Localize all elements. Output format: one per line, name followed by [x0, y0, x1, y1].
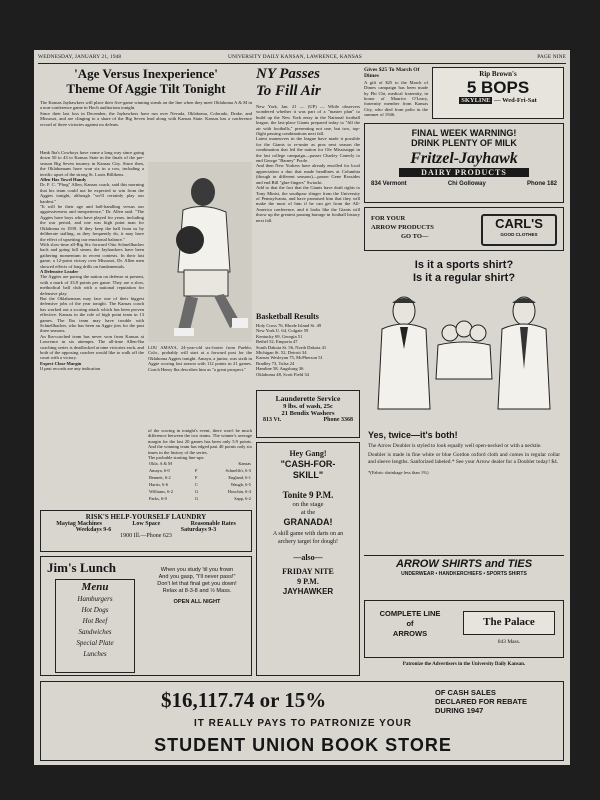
aggie-para: Dr. F. C. "Phog" Allen, Kansas coach, said this morning that his team could not be expected to win from the Aggies tonight, although "we'll certainly play our hardest." — [40, 182, 144, 204]
patronize-note: Patronize the Advertisers in the University Daily Kansan. — [402, 662, 526, 667]
launderette-ad — [256, 390, 360, 438]
cash-line: SKILL" — [292, 470, 324, 481]
march-of-dimes — [364, 67, 428, 118]
aggie-para: An Iba-coached team has never won from Kansas at Lawrence in six attempts. The all-time Allen-Iba coaching series is deadlocked at nine victories each, and both of the opposing coaches would like to walk off the court with a victory. — [40, 333, 144, 361]
lineup-cell: F — [195, 468, 198, 474]
cash-line: Hey Gang! — [289, 449, 327, 458]
jims-menu-item: Lunches — [83, 650, 107, 658]
lineup-cell: Schnelib'r, 6-3 — [225, 468, 251, 474]
carls-line: FOR YOUR — [371, 215, 406, 222]
lineup-cell: F — [195, 475, 198, 481]
aggie-column-2 — [148, 428, 252, 508]
lineup-header — [194, 460, 203, 467]
fritzel-phone: Phone 182 — [526, 181, 557, 187]
risks-text: Low Space — [132, 521, 161, 527]
masthead-paper: UNIVERSITY DAILY KANSAN, LAWRENCE, KANSAS — [228, 54, 362, 60]
aggie-subhead: Allen Has Towel Handy — [40, 177, 87, 183]
bops-line: Rip Brown's — [479, 70, 517, 78]
ny-headline — [256, 66, 360, 100]
arrow-question: Is it a sports shirt? — [414, 259, 514, 271]
risks-address: 1900 Ill.—Phone 623 — [120, 533, 172, 539]
rebate-amount: $16,117.74 or 15% — [161, 688, 327, 712]
masthead-rule — [38, 63, 566, 64]
lineup-cell: Houchin, 6-4 — [227, 489, 251, 495]
photo-caption — [148, 345, 252, 425]
photo-caption-text: LOU AMAYA, 24-year-old six-footer from Pueblo, Colo., probably will start at a forward post for the Oklahoma Aggies tonight. Amaya, a junior, was sixth in Aggie scoring last season with 112 points in 21 games. Coach Henry Iba describes him as "a great prospect." — [148, 345, 252, 372]
arrow-copy — [368, 425, 560, 475]
arrow-shirts-ad — [364, 255, 564, 597]
rebate-line: OF CASH SALES — [435, 688, 496, 697]
jims-rhyme — [147, 567, 247, 606]
palace-address: 843 Mass. — [497, 639, 521, 645]
dimes-text: A gift of $25 to the March of Dimes campaign has been made by Phi Chi, medical fraternity, in honor of Maurice O'Leary, fraternity member from Kansas City, who died from polio in the summer of 1946. — [364, 79, 428, 118]
cash-line: FRIDAY NITE — [282, 567, 334, 577]
lineup-cell: Parks, 6-0 — [149, 496, 167, 502]
lineup-cell: Bennett, 6-2 — [149, 475, 171, 481]
fritzel-line: FINAL WEEK WARNING! — [411, 128, 517, 138]
basketball-result: New York U. 64, Colgate 59 — [256, 328, 309, 334]
bops-headline: 5 BOPS — [466, 78, 530, 97]
jims-menu — [55, 579, 135, 673]
palace-brand: The Palace — [483, 616, 535, 628]
cash-line: on the stage — [292, 500, 324, 508]
launderette-phone: Phone 3368 — [323, 417, 353, 423]
patronize-line: IT REALLY PAYS TO PATRONIZE YOUR — [194, 718, 412, 729]
lineup-cell: G — [195, 496, 199, 502]
launderette-address: 813 Vt. — [263, 417, 282, 423]
cash-line: GRANADA! — [283, 517, 333, 527]
bops-venue: SKYLINE — [461, 97, 491, 104]
launderette-footer — [257, 417, 359, 423]
lineup-cell: Amaya, 6-0 — [149, 468, 170, 474]
risks-title: RISK'S HELP-YOURSELF LAUNDRY — [85, 513, 207, 521]
fritzel-dairy-ad — [364, 123, 564, 203]
lineup-cell: C — [195, 482, 198, 488]
cash-for-skill-ad — [256, 442, 360, 676]
risks-text: Reasonable Rates — [190, 521, 236, 527]
aggie-para: But the Oklahomans may face one of their biggest defensive jobs of the year tonight. The Kansas coach has worked out a scoring attack which has been proven effective. Kansas in the role of high point team in 13 games. The Iba team may have trouble with Schnellbacher, who has been an Aggie jinx for the past three seasons. — [40, 295, 144, 334]
jims-menu-item: Sandwiches — [78, 628, 112, 636]
aggie-headline — [40, 66, 252, 96]
basketball-result: Bradley 73, Tulsa 24 — [256, 360, 295, 366]
fritzel-name: Chi Golloway — [447, 181, 486, 187]
basketball-result: Bethel 52, Emporia 47 — [256, 339, 298, 345]
launderette-title: Launderette Service — [275, 394, 341, 403]
player-photo-image — [148, 162, 252, 342]
basketball-results-title: Basketball Results — [256, 312, 319, 321]
rebate-line: DECLARED FOR REBATE — [435, 697, 527, 706]
student-union-bookstore-ad — [40, 681, 564, 761]
carls-sub: GOOD CLOTHES — [500, 232, 538, 237]
aggie-subhead: A Defensive Leader — [40, 268, 79, 274]
jims-open-all-night: OPEN ALL NIGHT — [173, 599, 221, 605]
palace-text — [369, 609, 451, 639]
risks-text: Weekdays 9-6 — [75, 527, 112, 533]
aggie-para: "It will be their age and ball-handling versus our aggressiveness and inexperience," Dr. Allen said. "The Aggies have boys who have played for years, including the war period, and one was high point man for Oklahoma in 1939. If they keep the ball from us by deliberate stalling, as they frequently do, it may have the effect of upsetting our emotional balance." — [40, 204, 144, 242]
jims-rhyme-line: When you study 'til you frown — [160, 567, 234, 573]
risks-laundry-ad — [40, 510, 252, 552]
palace-line: COMPLETE LINE — [379, 609, 441, 618]
cash-line: at the — [300, 508, 316, 516]
lineup-header-row — [148, 460, 252, 467]
aggie-column-1 — [40, 150, 144, 505]
masthead-page: PAGE NINE — [537, 54, 566, 60]
ny-para: Add to that the fact that the Giants have draft rights to Tony Minisi, the southpaw slinger from the University of Pennsylvania, and have promised him that they will make the most of him if he can get from the All-America conference, and it looks like the Giants will throw up the greatest passing barrage in football history next fall. — [256, 185, 360, 223]
risks-line-a — [41, 521, 251, 527]
lineup-header: Kansas — [238, 461, 251, 467]
jims-rhyme-line: And you gasp, "I'll never pass!" — [158, 574, 236, 580]
jims-title: Jim's Lunch — [47, 560, 116, 575]
lineup-cell: Williams, 6-2 — [149, 489, 173, 495]
aggie-subhead: Expect Close Margin — [40, 360, 82, 366]
lineup-row — [148, 488, 252, 495]
jims-menu-item: Hot Beef — [82, 617, 108, 625]
five-bops-ad — [432, 67, 564, 119]
launderette-line: 9 lbs. of wash, 25c — [283, 403, 333, 410]
lineup-cell: Waugh, 6-5 — [230, 482, 251, 488]
cash-line: JAYHAWKER — [282, 587, 334, 597]
dimes-title: Gives $25 To March Of Dimes — [364, 67, 420, 80]
lineup-cell: Sapp, 6-2 — [234, 496, 251, 502]
fritzel-line: DRINK PLENTY OF MILK — [411, 138, 517, 148]
launderette-line: 21 Bendix Washers — [281, 410, 335, 417]
carls-line: GO TO— — [401, 233, 429, 240]
arrow-banner: ARROW SHIRTS and TIES — [364, 555, 564, 570]
jims-lunch-ad — [40, 556, 252, 676]
masthead-date: WEDNESDAY, JANUARY 21, 1948 — [38, 54, 122, 60]
rebate-line: DURING 1947 — [435, 706, 484, 715]
fritzel-logo: Fritzel-Jayhawk — [410, 150, 518, 167]
palace-line: ARROWS — [392, 629, 428, 638]
basketball-result: Kentucky 69, Georgia 51 — [256, 333, 303, 339]
aggie-para: Since their last loss in December, the Jayhawkers have run over Nevada, Oklahoma, Colorado, Drake, and Missouri, and are clinging to a share of the Big Seven lead along with Kansas State. Kansas has a conference record of three victories against no defeats. — [40, 110, 252, 127]
lineup-cell: Harris, 6-6 — [149, 482, 169, 488]
lineup-cell: England, 6-1 — [228, 475, 251, 481]
lineup-table — [148, 460, 252, 502]
arrow-answer: Yes, twice—it's both! — [368, 430, 458, 440]
aggie-headline-line2: Theme Of Aggie Tilt Tonight — [66, 81, 226, 96]
aggie-para: With slow-time all-Big Six forward Otto Schnellbacher back and going full steam, the Jayhawkers have been gathering momentum in recent contests. In their last game, a 12-point victory over Missouri, Dr. Allen men showed effects of long drills on fundamentals. — [40, 241, 144, 269]
jims-menu-item: Special Plate — [76, 639, 114, 647]
jims-rhyme-line: Don't let that final get you down! — [157, 581, 237, 587]
cash-line: Tonite 9 P.M. — [282, 489, 334, 500]
jims-menu-item: Hamburgers — [77, 595, 113, 603]
ny-article — [256, 104, 360, 309]
cash-line: 9 P.M. — [297, 577, 319, 587]
lineup-row — [148, 495, 252, 502]
cash-line: "CASH-FOR- — [280, 459, 336, 469]
arrow-body: The Arrow Doubler is styled to look equally well open-necked or with a necktie. — [368, 443, 542, 449]
lineup-intro: The probable starting line-ups: — [148, 455, 205, 461]
arrow-question: Is it a regular shirt? — [412, 272, 516, 284]
lineup-row — [148, 474, 252, 481]
basketball-result: Kansas Wesleyan 75, McPherson 51 — [256, 355, 323, 361]
palace-line: of — [406, 619, 414, 628]
jims-menu-title: Menu — [81, 581, 109, 593]
carls-text — [371, 214, 434, 241]
basketball-result: South Dakota St. 56, North Dakota 41 — [256, 344, 327, 350]
lineup-header: Okla. A & M — [149, 461, 172, 467]
carls-brand: CARL'S — [495, 216, 543, 231]
arrow-illustration — [364, 289, 564, 419]
aggie-lead — [40, 100, 252, 127]
carls-line: ARROW PRODUCTS — [371, 224, 434, 231]
fritzel-footer — [365, 177, 563, 187]
lineup-row — [148, 481, 252, 488]
jims-rhyme-line: Relax at 8-3-8 and ½ Mass. — [162, 588, 232, 594]
bookstore-name: STUDENT UNION BOOK STORE — [154, 735, 452, 755]
player-photo — [148, 162, 252, 342]
aggie-para: The Aggies are pacing the nation on defense at present, with a mark of 33.8 points per game. They are a slow, methodical ball club with a national reputation for defensive play. — [40, 274, 144, 296]
aggie-para: of the scoring in tonight's event, there won't be much difference between the two teams. The winner's average margin for the last 20 games has been only 5.9 points. And the winning team has edged past 40 points only six times in the history of the series. — [148, 428, 252, 455]
rebate-details — [435, 688, 563, 715]
cash-line: A skill game with darts on an archery target for dough! — [272, 531, 344, 545]
arrow-body: Doubler is made in fine white or blue Gordon oxford cloth and comes in regular collar and sleeve lengths. Sanforized labeled.* See your Arrow dealer for a Doubler today! $4. — [368, 452, 560, 465]
bops-days: — Wed-Fri-Sat — [494, 97, 537, 104]
aggie-para: Hank Iba's Cowboys have come a long way since going down 50 to 43 to Kansas State in the finals of the pre-season Big Seven tourney in Kansas City. Since then, the Oklahomans have won six in a row, including a terrific upset of the strong St. Louis Billikens. — [40, 150, 144, 177]
ny-para: Latest maneuvers in the league have made it possible for the Giants to re-unite as pros next season the combination that led the nation for Ole Mississippi in the last college campaign—passer Charley Conerly to end George "Barney" Poole. — [256, 136, 360, 164]
fritzel-dairy-banner: DAIRY PRODUCTS — [399, 168, 529, 177]
lineup-cell: G — [195, 489, 199, 495]
newspaper-page — [34, 50, 570, 765]
carls-logo — [481, 214, 557, 246]
risks-text: Saturdays 9-3 — [180, 527, 217, 533]
arrow-footnote: *(Fabric shrinkage less than 1%) — [368, 470, 429, 475]
lineup-row — [148, 467, 252, 474]
masthead — [38, 54, 566, 62]
basketball-result: Oklahoma 48, Scott Field 34 — [256, 371, 309, 377]
palace-ad — [364, 600, 564, 658]
cash-line: —also— — [293, 553, 323, 563]
arrow-subline: UNDERWEAR • HANDKERCHIEFS • SPORTS SHIRTS — [401, 571, 527, 577]
aggie-para: The Kansas Jayhawkers will place their five-game winning streak on the line when they meet Oklahoma A & M in a non-conference game in Hoch auditorium tonight. — [40, 100, 252, 111]
jims-menu-item: Hot Dogs — [81, 606, 109, 614]
basketball-results — [256, 312, 360, 377]
carls-ad — [364, 207, 564, 251]
ny-headline-line2: To Fill Air — [256, 83, 321, 99]
risks-text: Maytag Machines — [56, 521, 103, 527]
ny-para: New York, Jan. 21 — (UP) — While observers wondered whether it was part of a "master plan" to build up the New York entry in the National football league, the last-place Giants prepared today to "fill the air with footballs," presenting not one, but two, top-flight passing combinations next fall. — [256, 104, 360, 137]
aggie-headline-line1: 'Age Versus Inexperience' — [74, 66, 218, 81]
fritzel-address: 834 Vermont — [371, 181, 407, 187]
basketball-result: Michigan St. 52, Detroit 34 — [256, 350, 307, 356]
basketball-result: Holy Cross 76, Rhode Island St. 49 — [256, 323, 322, 328]
palace-logo — [463, 611, 555, 635]
ny-headline-line1: NY Passes — [256, 66, 321, 82]
ny-para: And then New Yorkers have already enrolled for local appreciation a duo that made headlines at Columbia (though in different seasons)—passer Gene Rossides and end Bill "glue-fingers" Swiacki. — [256, 163, 360, 185]
basketball-result: Hamline 58, Augsburg 36 — [256, 366, 304, 372]
aggie-para: If past records are any indication — [40, 366, 101, 372]
